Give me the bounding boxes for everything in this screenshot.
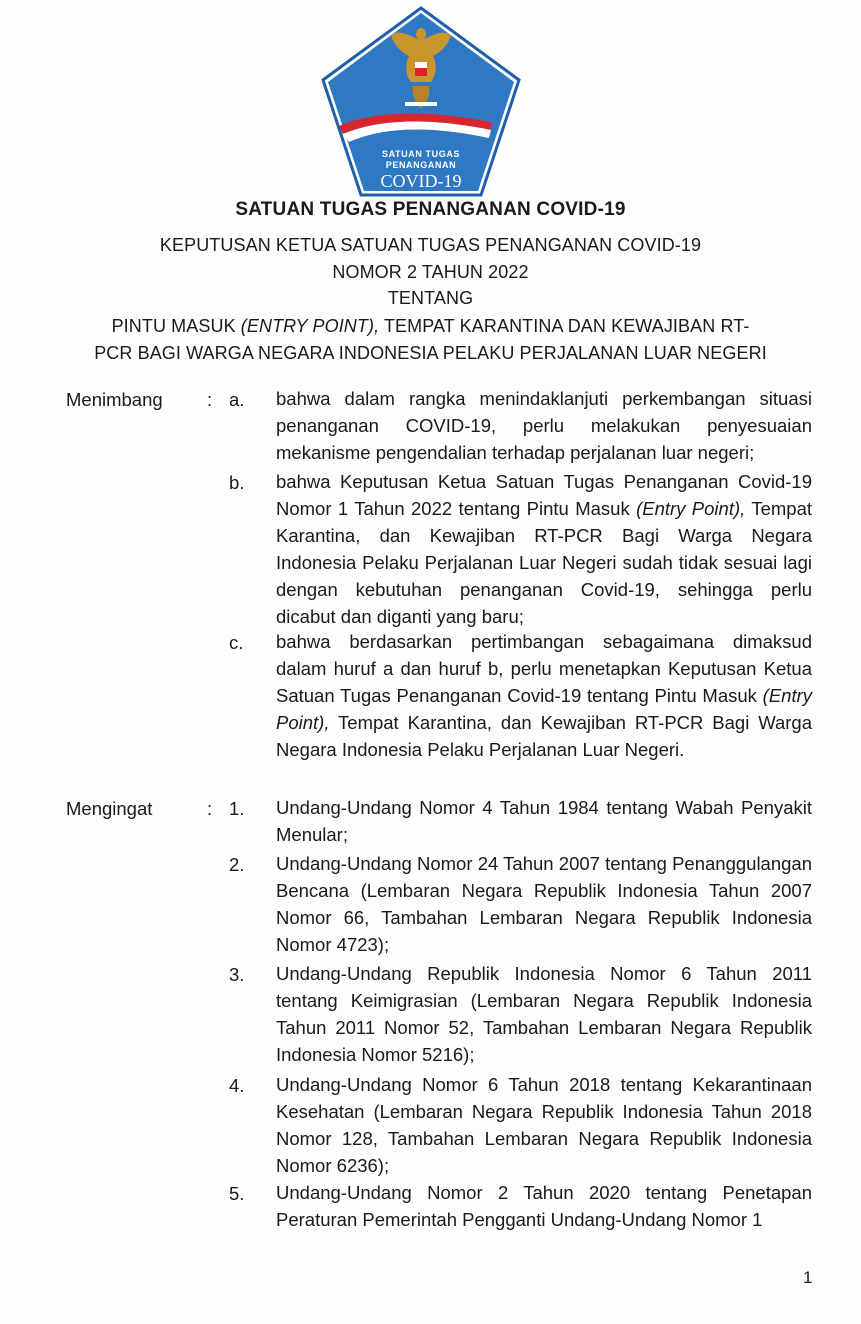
mengingat-label: Mengingat xyxy=(66,798,153,819)
legal-basis-5: Undang-Undang Nomor 2 Tahun 2020 tentang Penetapan Peraturan Pemerintah Pengganti Undang-Undang Nomor 1 xyxy=(276,1182,812,1230)
menimbang-colon: : xyxy=(207,389,213,410)
item-marker: 5. xyxy=(229,1183,245,1204)
legal-basis-3: Undang-Undang Republik Indonesia Nomor 6 Tahun 2011 tentang Keimigrasian (Lembaran Negara Republik Indonesia Tahun 2011 Nomor 52, Tambahan Lembaran Negara Republik Indonesia Nomor 5216); xyxy=(276,963,812,1065)
item-marker: c. xyxy=(229,632,244,653)
item-marker: 1. xyxy=(229,798,245,819)
mengingat-colon: : xyxy=(207,798,213,819)
logo-text-3: COVID-19 xyxy=(380,171,462,191)
consideration-a: bahwa dalam rangka menindaklanjuti perkembangan situasi penanganan COVID-19, perlu melakukan penyesuaian mekanisme pengendalian terhadap perjalanan luar negeri; xyxy=(276,388,812,463)
subject-line-1: PINTU MASUK (ENTRY POINT), TEMPAT KARANTINA DAN KEWAJIBAN RT- xyxy=(111,316,750,336)
task-force-logo xyxy=(321,6,521,198)
logo-text-2: PENANGANAN xyxy=(385,160,457,170)
decree-title: KEPUTUSAN KETUA SATUAN TUGAS PENANGANAN COVID-19 xyxy=(159,235,702,255)
legal-basis-4: Undang-Undang Nomor 6 Tahun 2018 tentang Kekarantinaan Kesehatan (Lembaran Negara Republik Indonesia Tahun 2018 Nomor 128, Tambahan Lembaran Negara Republik Indonesia Nomor 6236); xyxy=(276,1074,812,1176)
consideration-c: bahwa berdasarkan pertimbangan sebagaimana dimaksud dalam huruf a dan huruf b, perlu menetapkan Keputusan Ketua Satuan Tugas Penanganan Covid-19 tentang Pintu Masuk (Entry Point), Tempat Karantina, dan Kewajiban RT-PCR Bagi Warga Negara Indonesia Pelaku Perjalanan Luar Negeri. xyxy=(276,631,812,760)
consideration-b: bahwa Keputusan Ketua Satuan Tugas Penanganan Covid-19 Nomor 1 Tahun 2022 tentang Pintu Masuk (Entry Point), Tempat Karantina, dan Kewajiban RT-PCR Bagi Warga Negara Indonesia Pelaku Perjalanan Luar Negeri sudah tidak sesuai lagi dengan kebutuhan penanganan Covid-19, sehingga perlu dicabut dan diganti yang baru; xyxy=(276,471,812,627)
subject-line-2: PCR BAGI WARGA NEGARA INDONESIA PELAKU PERJALANAN LUAR NEGERI xyxy=(94,343,767,363)
item-marker: 4. xyxy=(229,1075,245,1096)
organization-title: SATUAN TUGAS PENANGANAN COVID-19 xyxy=(235,199,626,220)
legal-basis-1: Undang-Undang Nomor 4 Tahun 1984 tentang Wabah Penyakit Menular; xyxy=(276,797,812,845)
legal-basis-2: Undang-Undang Nomor 24 Tahun 2007 tentang Penanggulangan Bencana (Lembaran Negara Republik Indonesia Tahun 2007 Nomor 66, Tambahan Lembaran Negara Republik Indonesia Nomor 4723); xyxy=(276,853,812,955)
item-marker: b. xyxy=(229,472,245,493)
item-marker: 2. xyxy=(229,854,245,875)
decree-number: NOMOR 2 TAHUN 2022 xyxy=(332,262,529,282)
item-marker: 3. xyxy=(229,964,245,985)
menimbang-label: Menimbang xyxy=(66,389,163,410)
page-number: 1 xyxy=(803,1268,813,1287)
logo-text-1: SATUAN TUGAS xyxy=(381,149,461,159)
about-heading: TENTANG xyxy=(387,288,474,308)
item-marker: a. xyxy=(229,389,245,410)
